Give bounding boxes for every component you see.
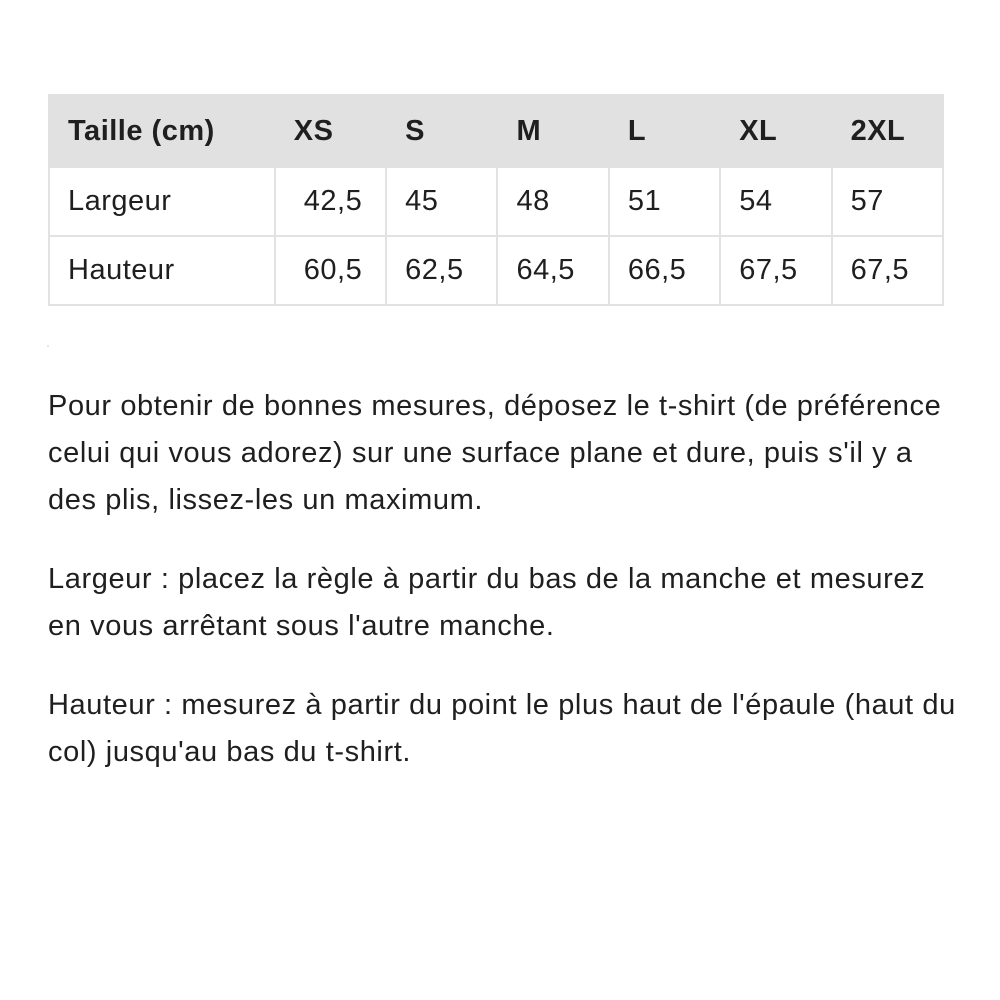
table-cell: 64,5 <box>497 236 608 305</box>
decorative-dot <box>47 345 49 347</box>
row-label-largeur: Largeur <box>49 167 275 236</box>
header-cell-xs: XS <box>275 95 386 167</box>
table-cell: 66,5 <box>609 236 720 305</box>
table-cell: 67,5 <box>832 236 943 305</box>
header-cell-2xl: 2XL <box>832 95 943 167</box>
table-header-row <box>49 95 943 167</box>
table-cell: 60,5 <box>275 236 386 305</box>
table-row <box>49 236 943 305</box>
instructions-largeur: Largeur : placez la règle à partir du bas de la manche et mesurez en vous arrêtant sous l'autre manche. <box>48 563 926 642</box>
size-table <box>48 94 944 306</box>
header-cell-s: S <box>386 95 497 167</box>
table-cell: 48 <box>497 167 608 236</box>
row-label-hauteur: Hauteur <box>49 236 275 305</box>
table-cell: 57 <box>832 167 943 236</box>
table-cell: 67,5 <box>720 236 831 305</box>
instructions-hauteur: Hauteur : mesurez à partir du point le plus haut de l'épaule (haut du col) jusqu'au bas du t-shirt. <box>48 689 956 768</box>
header-cell-xl: XL <box>720 95 831 167</box>
table-row <box>49 167 943 236</box>
table-cell: 45 <box>386 167 497 236</box>
table-cell: 54 <box>720 167 831 236</box>
header-cell-m: M <box>497 95 608 167</box>
table-cell: 62,5 <box>386 236 497 305</box>
table-cell: 42,5 <box>275 167 386 236</box>
instructions-intro: Pour obtenir de bonnes mesures, déposez le t-shirt (de préférence celui qui vous adorez) sur une surface plane et dure, puis s'il y a des plis, lissez-les un maximum. <box>48 390 942 516</box>
header-cell-taille: Taille (cm) <box>49 95 275 167</box>
header-cell-l: L <box>609 95 720 167</box>
measurement-instructions <box>48 383 958 808</box>
table-cell: 51 <box>609 167 720 236</box>
